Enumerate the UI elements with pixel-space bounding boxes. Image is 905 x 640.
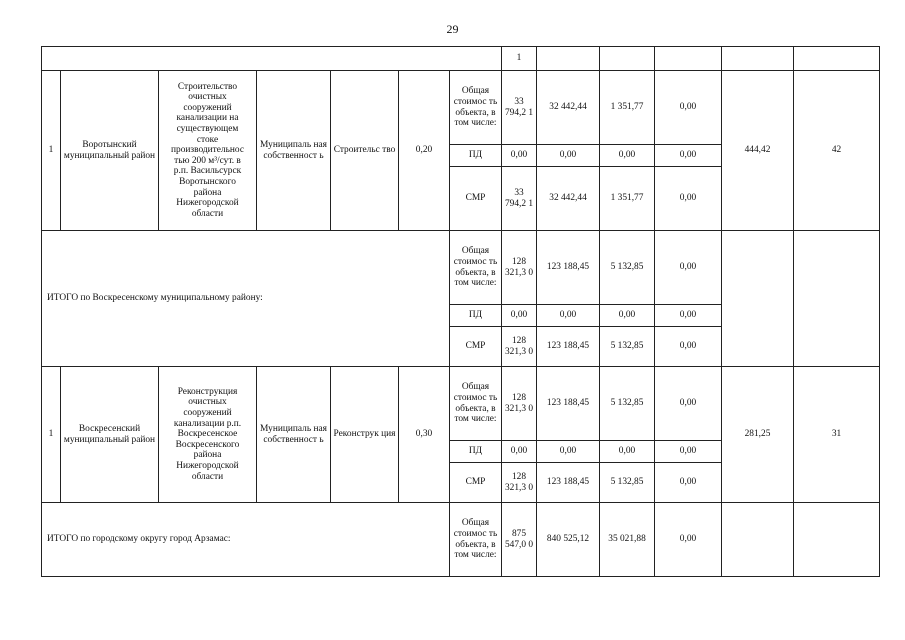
smr-v1: 123 188,45 <box>537 327 600 367</box>
pd-v3: 0,00 <box>655 145 722 167</box>
pd-label: ПД <box>450 305 502 327</box>
smr-total: 128 321,3 0 <box>502 463 537 503</box>
extra-value-2: 42 <box>794 71 880 231</box>
cost-total: 128 321,3 0 <box>502 367 537 441</box>
cost-label: Общая стоимос ть объекта, в том числе: <box>450 231 502 305</box>
header-col-index: 1 <box>502 47 537 71</box>
cost-v3: 0,00 <box>655 231 722 305</box>
pd-total: 0,00 <box>502 145 537 167</box>
pd-v1: 0,00 <box>537 145 600 167</box>
itogo2-row-total <box>42 503 880 577</box>
cost-total: 875 547,0 0 <box>502 503 537 577</box>
itogo1-label: ИТОГО по Воскресенскому муниципальному району: <box>42 231 450 367</box>
region-name: Воротынский муниципальный район <box>61 71 159 231</box>
cost-label: Общая стоимос ть объекта, в том числе: <box>450 503 502 577</box>
itogo2-label: ИТОГО по городскому округу город Арзамас: <box>42 503 450 577</box>
header-blank <box>42 47 502 71</box>
smr-v3: 0,00 <box>655 327 722 367</box>
work-type: Строительс тво <box>331 71 399 231</box>
pd-v2: 0,00 <box>600 145 655 167</box>
smr-label: СМР <box>450 327 502 367</box>
cost-label: Общая стоимос ть объекта, в том числе: <box>450 367 502 441</box>
row-number: 1 <box>42 71 61 231</box>
smr-total: 128 321,3 0 <box>502 327 537 367</box>
smr-v2: 5 132,85 <box>600 463 655 503</box>
cost-v3: 0,00 <box>655 71 722 145</box>
pd-total: 0,00 <box>502 305 537 327</box>
smr-v2: 5 132,85 <box>600 327 655 367</box>
extra-value-1: 444,42 <box>722 71 794 231</box>
pd-v1: 0,00 <box>537 441 600 463</box>
smr-v2: 1 351,77 <box>600 167 655 231</box>
cost-v2: 35 021,88 <box>600 503 655 577</box>
cost-v1: 123 188,45 <box>537 231 600 305</box>
object-description: Строительство очистных сооружений канализации на существующем стоке производительнос тью 200 м³/сут. в р.п. Васильсурск Воротынского района Нижегородской области <box>159 71 257 231</box>
header-row <box>42 47 880 71</box>
row-number: 1 <box>42 367 61 503</box>
budget-table <box>41 46 880 577</box>
extra-value-2: 31 <box>794 367 880 503</box>
pd-v2: 0,00 <box>600 441 655 463</box>
itogo1-row-total <box>42 231 880 305</box>
pd-v3: 0,00 <box>655 305 722 327</box>
pd-label: ПД <box>450 145 502 167</box>
cost-v2: 1 351,77 <box>600 71 655 145</box>
smr-v1: 123 188,45 <box>537 463 600 503</box>
object-description: Реконструкция очистных сооружений канализации р.п. Воскресенское Воскресенского района Нижегородской области <box>159 367 257 503</box>
pd-v3: 0,00 <box>655 441 722 463</box>
extra-value-1: 281,25 <box>722 367 794 503</box>
cost-v2: 5 132,85 <box>600 367 655 441</box>
pd-v1: 0,00 <box>537 305 600 327</box>
section1-row-total <box>42 71 880 145</box>
ownership: Муниципаль ная собственност ь <box>257 71 331 231</box>
cost-label: Общая стоимос ть объекта, в том числе: <box>450 71 502 145</box>
cost-v1: 840 525,12 <box>537 503 600 577</box>
cost-v1: 123 188,45 <box>537 367 600 441</box>
pd-total: 0,00 <box>502 441 537 463</box>
cost-total: 33 794,2 1 <box>502 71 537 145</box>
work-type: Реконструк ция <box>331 367 399 503</box>
smr-total: 33 794,2 1 <box>502 167 537 231</box>
smr-v3: 0,00 <box>655 167 722 231</box>
pd-v2: 0,00 <box>600 305 655 327</box>
cost-v2: 5 132,85 <box>600 231 655 305</box>
cost-total: 128 321,3 0 <box>502 231 537 305</box>
page-number: 29 <box>446 22 459 36</box>
cost-v3: 0,00 <box>655 367 722 441</box>
smr-v3: 0,00 <box>655 463 722 503</box>
capacity: 0,20 <box>399 71 450 231</box>
section2-row-total <box>42 367 880 441</box>
cost-v1: 32 442,44 <box>537 71 600 145</box>
smr-label: СМР <box>450 167 502 231</box>
ownership: Муниципаль ная собственност ь <box>257 367 331 503</box>
region-name: Воскресенский муниципальный район <box>61 367 159 503</box>
pd-label: ПД <box>450 441 502 463</box>
capacity: 0,30 <box>399 367 450 503</box>
cost-v3: 0,00 <box>655 503 722 577</box>
smr-v1: 32 442,44 <box>537 167 600 231</box>
smr-label: СМР <box>450 463 502 503</box>
